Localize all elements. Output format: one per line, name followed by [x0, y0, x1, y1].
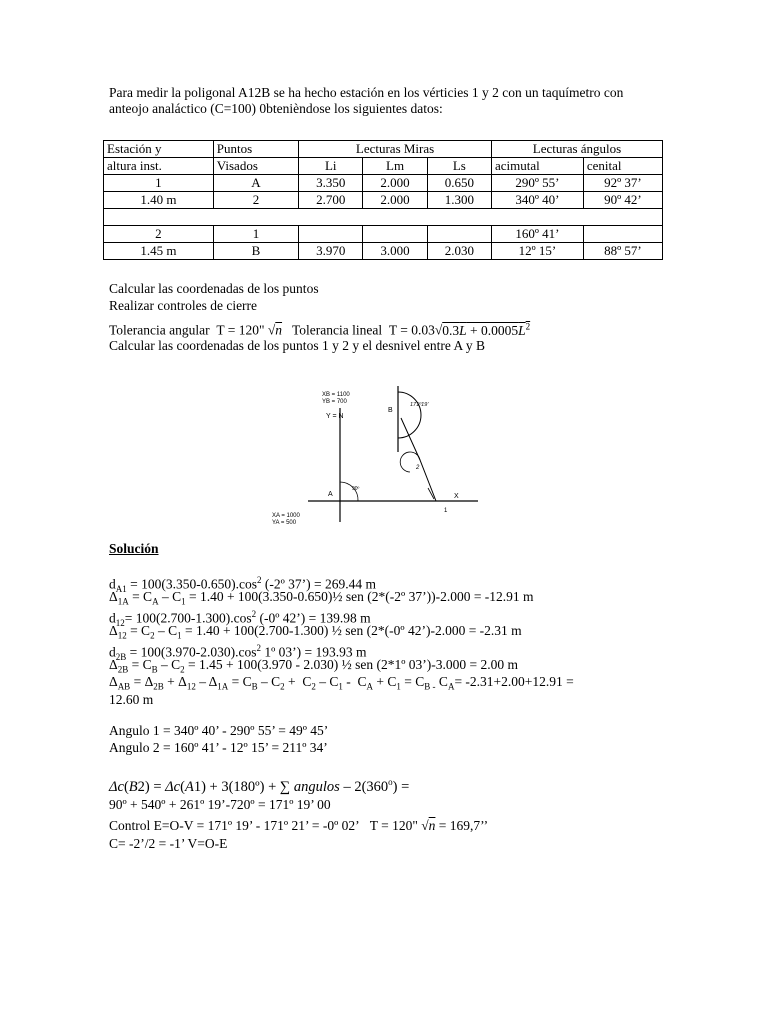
tol-ang-label: Tolerancia angular — [109, 322, 210, 338]
table-cell: A — [213, 175, 298, 192]
table-cell: 3.970 — [299, 243, 363, 260]
angle-line: Angulo 2 = 160º 41’ - 12º 15’ = 211º 34’ — [109, 740, 328, 755]
task-line: Calcular las coordenadas de los puntos 1 y 2 y el desnivel entre A y B — [109, 338, 486, 353]
table-cell: 3.000 — [363, 243, 427, 260]
table-cell: 12º 15’ — [492, 243, 584, 260]
table-cell: 88º 57’ — [583, 243, 662, 260]
tol-lin-label: Tolerancia lineal — [291, 322, 383, 338]
xa-label: XA = 1000 — [272, 513, 300, 519]
data-table — [103, 140, 663, 260]
tolerance-line — [109, 318, 530, 339]
header-cell: Lm — [363, 158, 427, 175]
y-axis-label: Y = N — [326, 413, 344, 420]
point-2-label: 2 — [416, 465, 420, 471]
header-cell: Ls — [427, 158, 491, 175]
x-axis-label: X — [454, 493, 459, 500]
ya-label: YA = 500 — [272, 520, 297, 526]
control-line: C= -2’/2 = -1’ V=O-E — [109, 836, 228, 851]
point-b-label: B — [388, 407, 393, 414]
point-1-label: 1 — [444, 508, 448, 514]
table-cell: 90º 42’ — [583, 192, 662, 209]
tol-ang-formula: T = 120" √n — [213, 322, 283, 338]
azimuth-b-label: 171º19’ — [410, 402, 429, 408]
height-cell: 1.40 m — [104, 192, 214, 209]
table-cell: 2.000 — [363, 192, 427, 209]
solution-line: $d_{2B} = 100(3.970-2.030).\cos^2$ 1º 03’) = 193.93 m — [109, 643, 367, 663]
point-a-label: A — [328, 491, 333, 498]
header-cell: Li — [299, 158, 363, 175]
station-cell: 1 — [104, 175, 214, 192]
table-cell — [427, 226, 491, 243]
solution-line: $d_{A1} = 100(3.350-0.650).\cos^2$ (-2º 37’) = 269.44 m — [109, 575, 377, 595]
table-cell: 160º 41’ — [492, 226, 584, 243]
solution-line: $\Delta_{12} = C_2 - C_1 = 1.40 + 100(2.700-1.300)$ ½ sen (2*(-0º 42’)-2.000 = -2.31 m — [109, 623, 522, 641]
header-cell: acimutal — [492, 158, 584, 175]
height-cell: 1.45 m — [104, 243, 214, 260]
azimuth-arc-b — [398, 392, 421, 438]
header-cell: Lecturas Miras — [299, 141, 492, 158]
table-cell: 2.000 — [363, 175, 427, 192]
solution-line: $\Delta_{1A} = C_A - C_1 = 1.40$ + 100(3.350-0.650)½ sen (2*(-2º 37’))-2.000 = -12.91 m — [109, 589, 534, 607]
angle-line: Angulo 1 = 340º 40’ - 290º 55’ = 49º 45’ — [109, 723, 329, 738]
angle-a-label: 90º — [352, 486, 360, 492]
header-cell: Visados — [213, 158, 298, 175]
table-subheader-row — [104, 158, 663, 175]
table-cell: 92º 37’ — [583, 175, 662, 192]
table-cell: 0.650 — [427, 175, 491, 192]
header-cell: cenital — [583, 158, 662, 175]
header-cell: Puntos — [213, 141, 298, 158]
task-line: Calcular las coordenadas de los puntos — [109, 281, 319, 296]
table-cell: 2 — [213, 192, 298, 209]
table-cell: 2.030 — [427, 243, 491, 260]
polygon-diagram — [268, 380, 480, 526]
intro-paragraph: Para medir la poligonal A12B se ha hecho estación en los vérticies 1 y 2 con un taquímetro con anteojo analáctico (C=100) 0btenièndose los siguientes datos: — [109, 85, 624, 116]
solution-line: $\Delta_{AB} = \Delta_{2B} + \Delta_{12} - \Delta_{1A} = C_B - C_2 + C_2 - C_1 - C_A + C_1 = C_{B -}$ $C_A= -2.31+2.00+12.91$ = — [109, 674, 574, 692]
table-cell: 340º 40’ — [492, 192, 584, 209]
table-cell: 2.700 — [299, 192, 363, 209]
table-cell — [299, 226, 363, 243]
table-cell: 3.350 — [299, 175, 363, 192]
table-row — [104, 175, 663, 192]
table-cell: 1.300 — [427, 192, 491, 209]
table-cell — [583, 226, 662, 243]
xb-label: XB = 1100 — [322, 392, 350, 398]
header-cell: Estación y — [104, 141, 214, 158]
traverse-line — [401, 418, 436, 501]
table-cell — [363, 226, 427, 243]
solution-line: $d_{12}= 100(2.700-1.300).\cos^2$ (-0º 42’) = 139.98 m — [109, 609, 371, 629]
task-line: Realizar controles de cierre — [109, 298, 258, 313]
formula-line: 90º + 540º + 261º 19’-720º = 171º 19’ 00 — [109, 797, 331, 812]
formula-line: Δc(B2) = Δc(A1) + 3(180º) + ∑ angulos – $2(360^o)$ = — [109, 777, 410, 795]
solution-line: 12.60 m — [109, 692, 154, 707]
tol-lin-formula: $T = 0.03√0.3L + 0.0005L^2$ — [385, 321, 531, 338]
header-cell: altura inst. — [104, 158, 214, 175]
table-cell: B — [213, 243, 298, 260]
table-cell: 290º 55’ — [492, 175, 584, 192]
yb-label: YB = 700 — [322, 399, 347, 405]
table-header-row — [104, 141, 663, 158]
table-cell: 1 — [213, 226, 298, 243]
solution-line: $\Delta_{2B} = C_B - C_2 = 1.45 + 100(3.970 - 2.030)$ ½ sen (2*1º 03’)-3.000 = 2.00 m — [109, 657, 518, 675]
table-row — [104, 243, 663, 260]
station-cell: 2 — [104, 226, 214, 243]
solution-heading: Solución — [109, 541, 159, 556]
table-row — [104, 192, 663, 209]
control-text: Control E=O-V = 171º 19’ - 171º 21’ = -0º 02’ — [109, 818, 360, 833]
control-line: Control E=O-V = 171º 19’ - 171º 21’ = -0º 02’ T = 120" √n = 169,7’’ — [109, 818, 489, 833]
table-spacer-row — [104, 209, 663, 226]
table-row — [104, 226, 663, 243]
header-cell: Lecturas ángulos — [492, 141, 663, 158]
